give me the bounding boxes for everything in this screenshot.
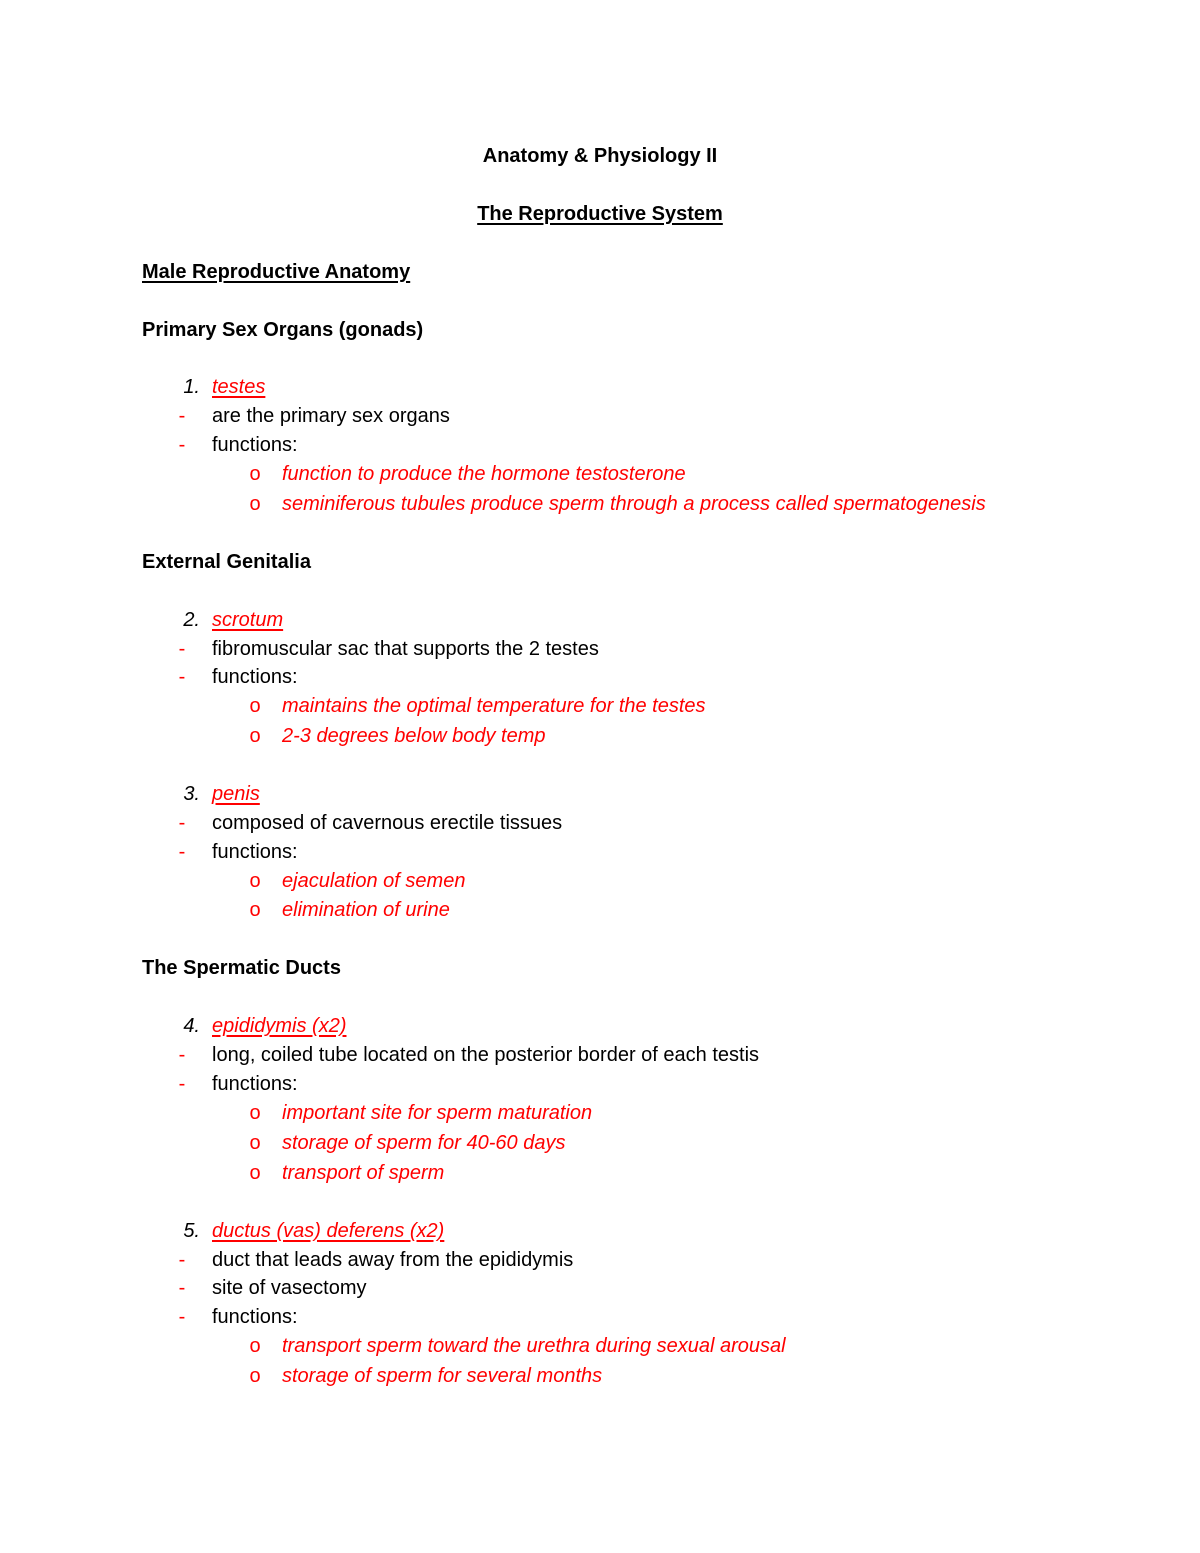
- dash-bullet: -: [178, 1044, 186, 1066]
- circle-bullet: o: [249, 463, 261, 485]
- course-title: Anatomy & Physiology II: [482, 145, 718, 167]
- heading-external-genitalia: External Genitalia: [142, 551, 311, 573]
- circle-bullet: o: [249, 1162, 261, 1184]
- dash-bullet: -: [178, 812, 186, 834]
- circle-bullet: o: [249, 725, 261, 747]
- dash-bullet: -: [178, 841, 186, 863]
- heading-primary-sex-organs: Primary Sex Organs (gonads): [142, 319, 424, 341]
- circle-bullet: o: [249, 1335, 261, 1357]
- circle-bullet: o: [249, 1132, 261, 1154]
- circle-bullet: o: [249, 1365, 261, 1387]
- heading-spermatic-ducts: The Spermatic Ducts: [142, 957, 341, 979]
- dash-bullet: -: [178, 1277, 186, 1299]
- dash-bullet: -: [178, 1306, 186, 1328]
- item-term-scrotum: scrotum: [212, 609, 284, 631]
- document-page: Anatomy & Physiology II The Reproductive System Male Reproductive Anatomy Primary Sex Organs (gonads) 1. testes - are the primary sex organs - functions: o function to produce the hormone testosterone o seminiferous tubules produce sperm through a process called spermatogenesis External Genitalia 2. scrotum - fibromuscular sac that supports the 2 testes - functions: o maintains the optimal temperature for the testes o 2-3 degrees below body temp 3. penis - composed of cavernous erectile tissues - functions: o ejaculation of semen o elimination of urine The Spermatic Ducts 4. epididymis (x2) - long, coiled tube located on the posterior border of each testis - functions: o important site for sperm maturation o storage of sperm for 40-60 days o transport of sperm 5. ductus (vas) deferens (x2) - duct that leads away from the epididymis - site of vasectomy - functions: o transport sperm toward the urethra during sexual arousal o storage of sperm for several months: [0, 0, 1200, 1553]
- item-term-epididymis: epididymis (x2): [212, 1015, 347, 1037]
- dash-bullet: -: [178, 1249, 186, 1271]
- dash-bullet: -: [178, 405, 186, 427]
- circle-bullet: o: [249, 493, 261, 515]
- circle-bullet: o: [249, 870, 261, 892]
- circle-bullet: o: [249, 695, 261, 717]
- item-term-penis: penis: [212, 783, 260, 805]
- dash-bullet: -: [178, 638, 186, 660]
- circle-bullet: o: [249, 899, 261, 921]
- dash-bullet: -: [178, 666, 186, 688]
- item-term-ductus-deferens: ductus (vas) deferens (x2): [212, 1220, 445, 1242]
- dash-bullet: -: [178, 1073, 186, 1095]
- chapter-title: The Reproductive System: [477, 203, 723, 225]
- dash-bullet: -: [178, 434, 186, 456]
- circle-bullet: o: [249, 1102, 261, 1124]
- item-term-testes: testes: [212, 376, 266, 398]
- section-title: Male Reproductive Anatomy: [142, 261, 411, 283]
